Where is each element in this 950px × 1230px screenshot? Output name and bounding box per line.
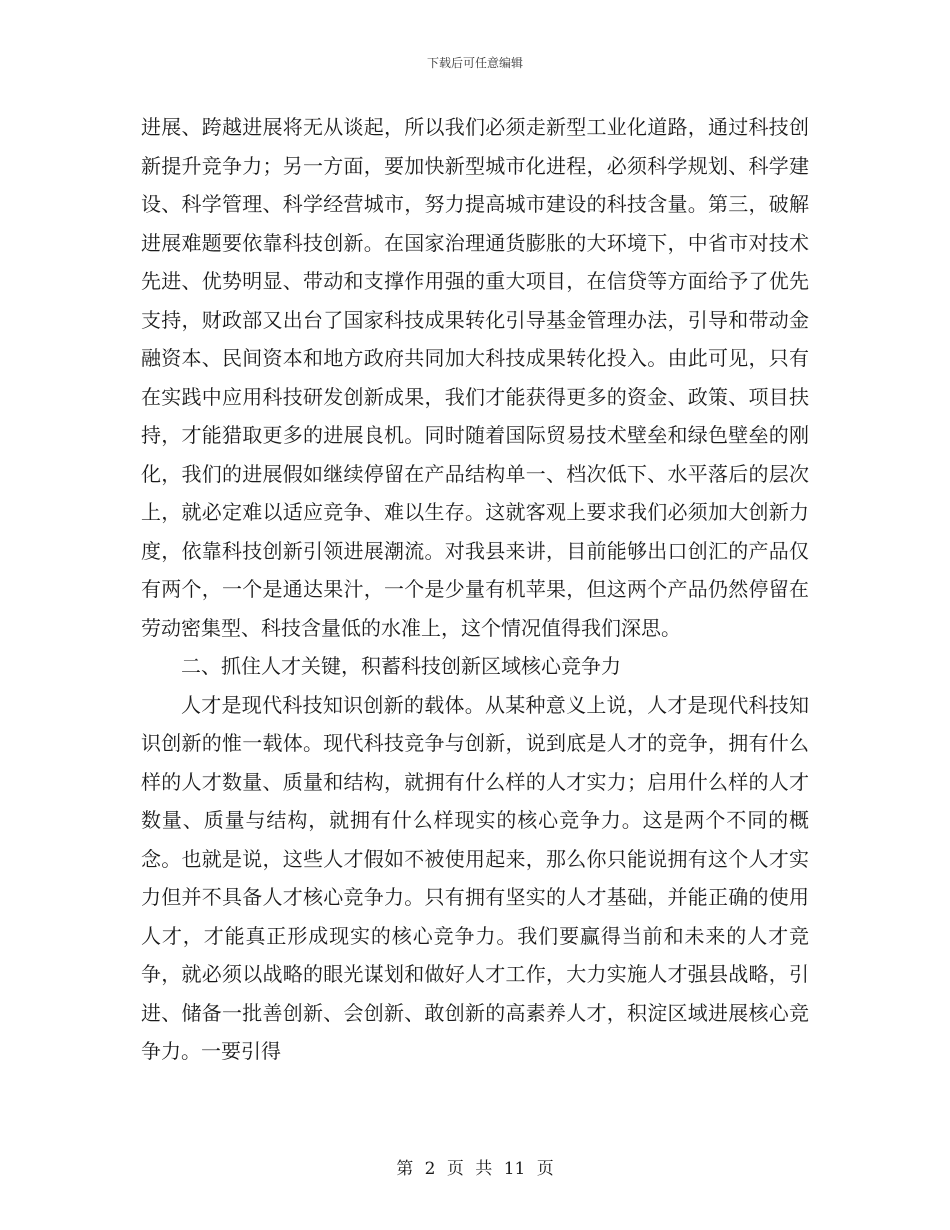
paragraph-talent: 人才是现代科技知识创新的载体。从某种意义上说，人才是现代科技知识创新的惟一载体。现代科技竞争与创新，说到底是人才的竞争，拥有什么样的人才数量、质量和结构，就拥有什么样的人才实力；启用什么样的人才数量、质量与结构，就拥有什么样现实的核心竞争力。这是两个不同的概念。也就是说，这些人才假如不被使用起来，那么你只能说拥有这个人才实力但并不具备人才核心竞争力。只有拥有坚实的人才基础，并能正确的使用人才，才能真正形成现实的核心竞争力。我们要赢得当前和未来的人才竞争，就必须以战略的眼光谋划和做好人才工作，大力实施人才强县战略，引进、储备一批善创新、会创新、敢创新的高素养人才，积淀区域进展核心竞争力。一要引得 [141, 692, 809, 1063]
page-number-footer: 第 2 页 共 11 页 [396, 1159, 554, 1179]
paragraph-continuation: 进展、跨越进展将无从谈起，所以我们必须走新型工业化道路，通过科技创新提升竞争力；另一方面，要加快新型城市化进程，必须科学规划、科学建设、科学管理、科学经营城市，努力提高城市建设的科技含量。第三，破解进展难题要依靠科技创新。在国家治理通货膨胀的大环境下，中省市对技术先进、优势明显、带动和支撑作用强的重大项目，在信贷等方面给予了优先支持，财政部又出台了国家科技成果转化引导基金管理办法，引导和带动金融资本、民间资本和地方政府共同加大科技成果转化投入。由此可见，只有在实践中应用科技研发创新成果，我们才能获得更多的资金、政策、项目扶持，才能猎取更多的进展良机。同时随着国际贸易技术壁垒和绿色壁垒的刚化，我们的进展假如继续停留在产品结构单一、档次低下、水平落后的层次上，就必定难以适应竞争、难以生存。这就客观上要求我们必须加大创新力度，依靠科技创新引领进展潮流。对我县来讲，目前能够出口创汇的产品仅有两个，一个是通达果汁，一个是少量有机苹果，但这两个产品仍然停留在劳动密集型、科技含量低的水准上，这个情况值得我们深思。 [141, 115, 809, 640]
page-header: 下载后可任意编辑 [426, 56, 523, 70]
section-heading-2: 二、抓住人才关键，积蓄科技创新区域核心竞争力 [181, 654, 621, 678]
document-body [141, 108, 809, 1071]
